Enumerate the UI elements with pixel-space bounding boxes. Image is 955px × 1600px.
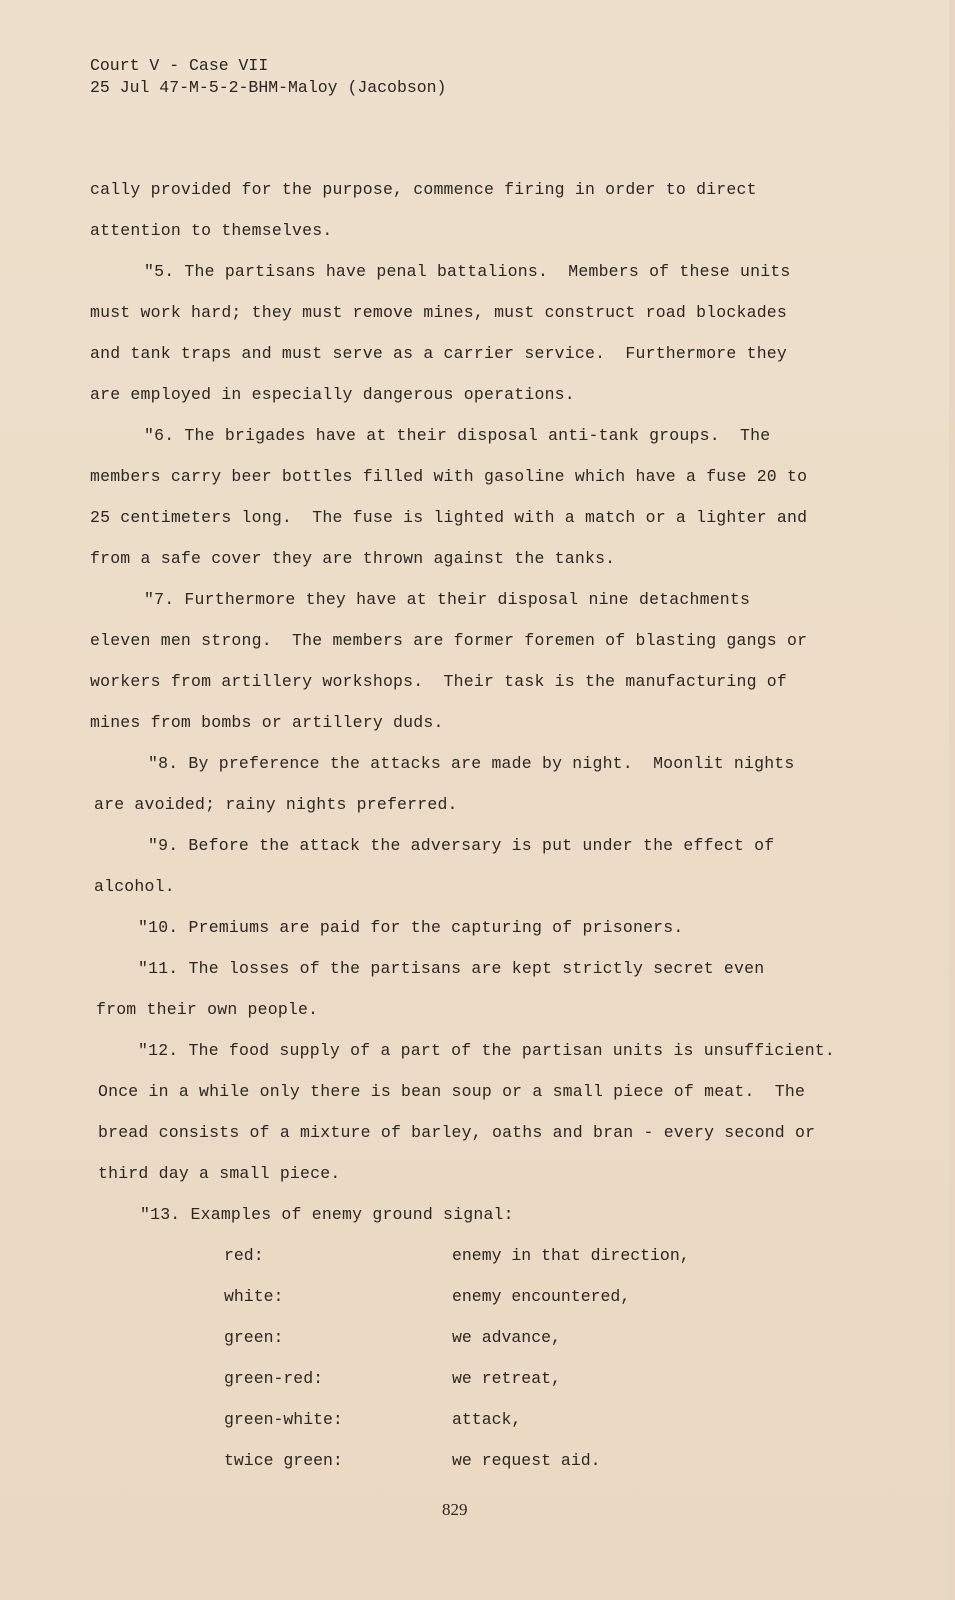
paragraph-13-start: "13. Examples of enemy ground signal: (140, 1205, 514, 1224)
body-line: are avoided; rainy nights preferred. (94, 795, 458, 814)
signal-label: twice green: (224, 1451, 343, 1470)
paragraph-10-start: "10. Premiums are paid for the capturing of prisoners. (138, 918, 684, 937)
body-line: 25 centimeters long. The fuse is lighted with a match or a lighter and (90, 508, 808, 527)
body-line: third day a small piece. (98, 1164, 341, 1183)
document-header (90, 55, 446, 99)
paragraph-12-start: "12. The food supply of a part of the partisan units is unsufficient. (138, 1041, 836, 1060)
body-line: cally provided for the purpose, commence firing in order to direct (90, 180, 757, 199)
paragraph-7-start: "7. Furthermore they have at their disposal nine detachments (144, 590, 751, 609)
body-line: from their own people. (96, 1000, 319, 1019)
body-line: Once in a while only there is bean soup or a small piece of meat. The (98, 1082, 806, 1101)
signal-meaning: attack, (452, 1410, 522, 1429)
page-number: 829 (442, 1500, 468, 1519)
signal-label: white: (224, 1287, 284, 1306)
body-line: bread consists of a mixture of barley, oaths and bran - every second or (98, 1123, 816, 1142)
body-line: must work hard; they must remove mines, must construct road blockades (90, 303, 788, 322)
body-line: eleven men strong. The members are former foremen of blasting gangs or (90, 631, 808, 650)
signal-meaning: we retreat, (452, 1369, 561, 1388)
session-label: 25 Jul 47-M-5-2-BHM-Maloy (Jacobson) (90, 78, 447, 97)
signal-meaning: we advance, (452, 1328, 561, 1347)
paragraph-9-start: "9. Before the attack the adversary is put under the effect of (148, 836, 775, 855)
paragraph-5-start: "5. The partisans have penal battalions. Members of these units (144, 262, 791, 281)
body-line: members carry beer bottles filled with gasoline which have a fuse 20 to (90, 467, 808, 486)
paragraph-11-start: "11. The losses of the partisans are kept strictly secret even (138, 959, 765, 978)
signal-label: green-white: (224, 1410, 343, 1429)
signal-meaning: enemy encountered, (452, 1287, 631, 1306)
page-edge (949, 0, 955, 1600)
body-line: alcohol. (94, 877, 175, 896)
body-line: attention to themselves. (90, 221, 333, 240)
signal-label: green-red: (224, 1369, 324, 1388)
body-line: workers from artillery workshops. Their task is the manufacturing of (90, 672, 788, 691)
body-line: from a safe cover they are thrown against the tanks. (90, 549, 616, 568)
signal-label: green: (224, 1328, 284, 1347)
signal-label: red: (224, 1246, 264, 1265)
body-line: and tank traps and must serve as a carrier service. Furthermore they (90, 344, 788, 363)
signal-meaning: we request aid. (452, 1451, 601, 1470)
signal-meaning: enemy in that direction, (452, 1246, 690, 1265)
body-line: are employed in especially dangerous operations. (90, 385, 575, 404)
paragraph-6-start: "6. The brigades have at their disposal anti-tank groups. The (144, 426, 771, 445)
paragraph-8-start: "8. By preference the attacks are made by night. Moonlit nights (148, 754, 795, 773)
body-line: mines from bombs or artillery duds. (90, 713, 444, 732)
court-case-label: Court V - Case VII (90, 56, 269, 75)
